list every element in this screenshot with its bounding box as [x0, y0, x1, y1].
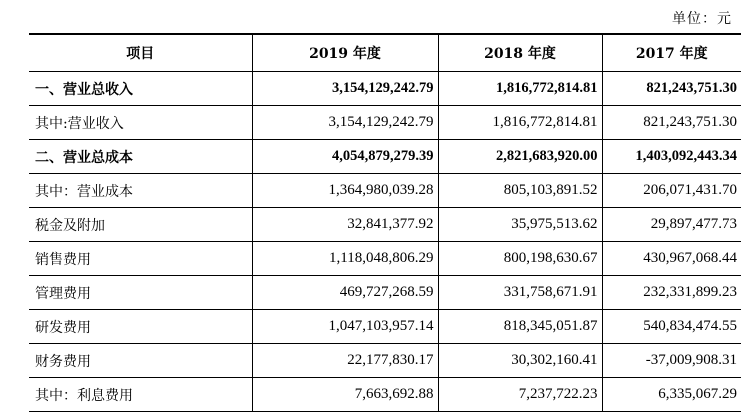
- cell-value: 430,967,068.44: [602, 242, 741, 276]
- table-row: [29, 242, 741, 276]
- cell-value: 540,834,474.55: [602, 310, 741, 344]
- cell-value: 1,047,103,957.14: [252, 310, 438, 344]
- cell-value: -37,009,908.31: [602, 344, 741, 378]
- table-header-row: [29, 34, 741, 72]
- cell-value: 818,345,051.87: [438, 310, 602, 344]
- cell-value: 4,054,879,279.39: [252, 140, 438, 174]
- table-row: [29, 378, 741, 412]
- income-statement-table: [29, 33, 741, 412]
- header-2019: 2019 年度: [252, 34, 438, 72]
- row-label: 其中：营业成本: [29, 174, 252, 208]
- row-label: 税金及附加: [29, 208, 252, 242]
- cell-value: 3,154,129,242.79: [252, 72, 438, 106]
- header-2018: 2018 年度: [438, 34, 602, 72]
- unit-label: 单位：元: [672, 11, 732, 27]
- row-label: 一、营业总收入: [29, 72, 252, 106]
- cell-value: 2,821,683,920.00: [438, 140, 602, 174]
- row-label: 其中:营业收入: [29, 106, 252, 140]
- table-row: [29, 310, 741, 344]
- row-label: 其中：利息费用: [29, 378, 252, 412]
- cell-value: 29,897,477.73: [602, 208, 741, 242]
- table-row: [29, 276, 741, 310]
- cell-value: 3,154,129,242.79: [252, 106, 438, 140]
- cell-value: 1,118,048,806.29: [252, 242, 438, 276]
- cell-value: 35,975,513.62: [438, 208, 602, 242]
- row-label: 管理费用: [29, 276, 252, 310]
- table-row: [29, 140, 741, 174]
- cell-value: 821,243,751.30: [602, 106, 741, 140]
- cell-value: 1,403,092,443.34: [602, 140, 741, 174]
- cell-value: 1,816,772,814.81: [438, 72, 602, 106]
- cell-value: 22,177,830.17: [252, 344, 438, 378]
- cell-value: 30,302,160.41: [438, 344, 602, 378]
- cell-value: 800,198,630.67: [438, 242, 602, 276]
- cell-value: 805,103,891.52: [438, 174, 602, 208]
- table-row: [29, 208, 741, 242]
- row-label: 销售费用: [29, 242, 252, 276]
- cell-value: 331,758,671.91: [438, 276, 602, 310]
- cell-value: 232,331,899.23: [602, 276, 741, 310]
- cell-value: 7,237,722.23: [438, 378, 602, 412]
- row-label: 二、营业总成本: [29, 140, 252, 174]
- cell-value: 6,335,067.29: [602, 378, 741, 412]
- cell-value: 1,364,980,039.28: [252, 174, 438, 208]
- table-body: [29, 72, 741, 412]
- cell-value: 821,243,751.30: [602, 72, 741, 106]
- table-row: [29, 344, 741, 378]
- table-row: [29, 106, 741, 140]
- table-row: [29, 174, 741, 208]
- cell-value: 32,841,377.92: [252, 208, 438, 242]
- row-label: 财务费用: [29, 344, 252, 378]
- table-row: [29, 72, 741, 106]
- cell-value: 1,816,772,814.81: [438, 106, 602, 140]
- cell-value: 206,071,431.70: [602, 174, 741, 208]
- row-label: 研发费用: [29, 310, 252, 344]
- header-2017: 2017 年度: [602, 34, 741, 72]
- header-item: 项目: [29, 34, 252, 72]
- cell-value: 469,727,268.59: [252, 276, 438, 310]
- cell-value: 7,663,692.88: [252, 378, 438, 412]
